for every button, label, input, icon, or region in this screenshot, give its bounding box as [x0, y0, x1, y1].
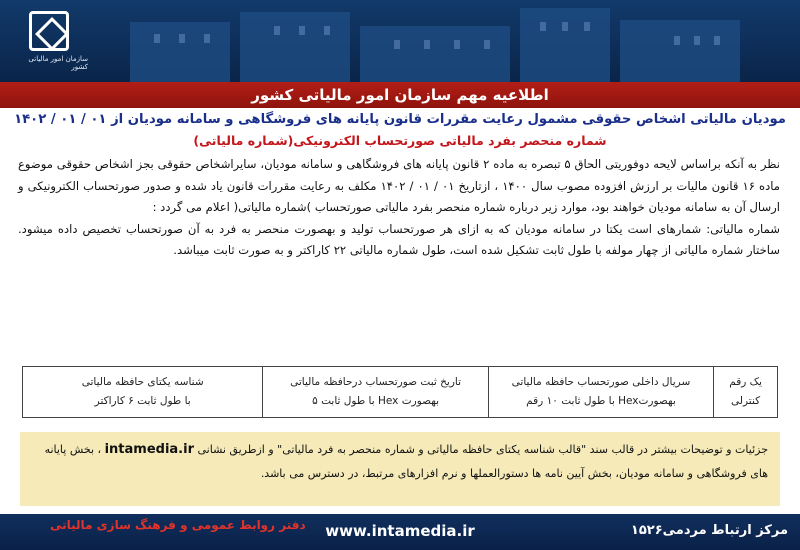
table-cell-registration-date: تاریخ ثبت صورتحساب درحافظه مالیاتی بهصورت Hex با طول ثابت ۵ [262, 367, 487, 417]
body-text [18, 154, 780, 262]
note-site-link[interactable]: intamedia.ir [104, 442, 194, 457]
paragraph-intro: نظر به آنکه براساس لایحه دوفوریتی الحاق ۵ تبصره به ماده ۲ قانون پایانه های فروشگاهی و سامانه مودیان، سایراشخاص حقوقی بجز اشخاص حقوقی موضوع ماده ۱۶ قانون مالیات بر ارزش افزوده مصوب سال ۱۴۰۰ ، ازتاریخ ۰۱ / ۰۱ / ۱۴۰۲ مکلف به رعایت مقررات قانون یاد شده و صدور صورتحساب الکترونیکی و ارسال آن به سامانه مودیان خواهند بود، موارد زیر درباره شماره منحصر بفرد مالیاتی صورتحساب )شماره مالیاتی( اعلام می گردد : [18, 157, 781, 214]
building-decoration [130, 22, 230, 82]
building-decoration [520, 8, 610, 82]
tax-organization-logo [10, 6, 88, 76]
emblem-icon [29, 11, 69, 51]
tax-number-structure-table [22, 366, 778, 418]
announcement-panel [0, 108, 800, 514]
note-text-before: جزئیات و توضیحات بیشتر در قالب سند "قالب شناسه یکتای حافظه مالیاتی و شماره منحصر به فرد مالیاتی" و ازطریق نشانی [193, 443, 768, 456]
table-cell-memory-id: شناسه یکتای حافظه مالیاتی با طول ثابت ۶ کاراکتر [81, 376, 204, 407]
details-note [20, 432, 780, 506]
building-decoration [620, 20, 740, 82]
note-text-after: ، بخش پایانه های فروشگاهی و سامانه مودیان، بخش آیین نامه ها دستورالعملها و نرم افزارهای مرتبط، در دسترس می باشد. [44, 443, 768, 480]
main-heading: مودیان مالیاتی اشخاص حقوقی مشمول رعایت مقررات قانون پایانه های فروشگاهی و سامانه مودیان از ۰۱ / ۰۱ / ۱۴۰۲ [14, 112, 786, 127]
building-decoration [360, 26, 510, 82]
header-banner [0, 0, 800, 82]
sub-heading: شماره منحصر بفرد مالیاتی صورتحساب الکترونیکی(شماره مالیاتی) [193, 133, 607, 148]
call-center-label: مرکز ارتباط مردمی۱۵۲۶ [630, 523, 788, 538]
paragraph-definition: شماره مالیاتی: شمارهای است یکتا در سامانه مودیان که به ازای هر صورتحساب تولید و بهصورت منحصر به فرد به آن صورتحساب تخصیص داده میشود. ساختار شماره مالیاتی از چهار مولفه با طول ثابت تشکیل شده است، طول شماره مالیاتی ۲۲ کاراکتر و به صورت ثابت میباشد. [18, 221, 780, 257]
announcement-title: اطلاعیه مهم سازمان امور مالیاتی کشور [0, 82, 800, 108]
table-cell-control-digit: یک رقم کنترلی [713, 367, 777, 417]
table-cell-invoice-serial: سریال داخلی صورتحساب حافظه مالیاتی بهصورتHex با طول ثابت ۱۰ رقم [488, 367, 713, 417]
public-relations-office: دفتر روابط عمومی و فرهنگ سازی مالیاتی [50, 518, 306, 532]
footer-bar [0, 514, 800, 550]
logo-caption: سازمان امور مالیاتی کشور [28, 55, 88, 71]
website-link[interactable]: www.intamedia.ir [325, 522, 475, 540]
building-decoration [240, 12, 350, 82]
